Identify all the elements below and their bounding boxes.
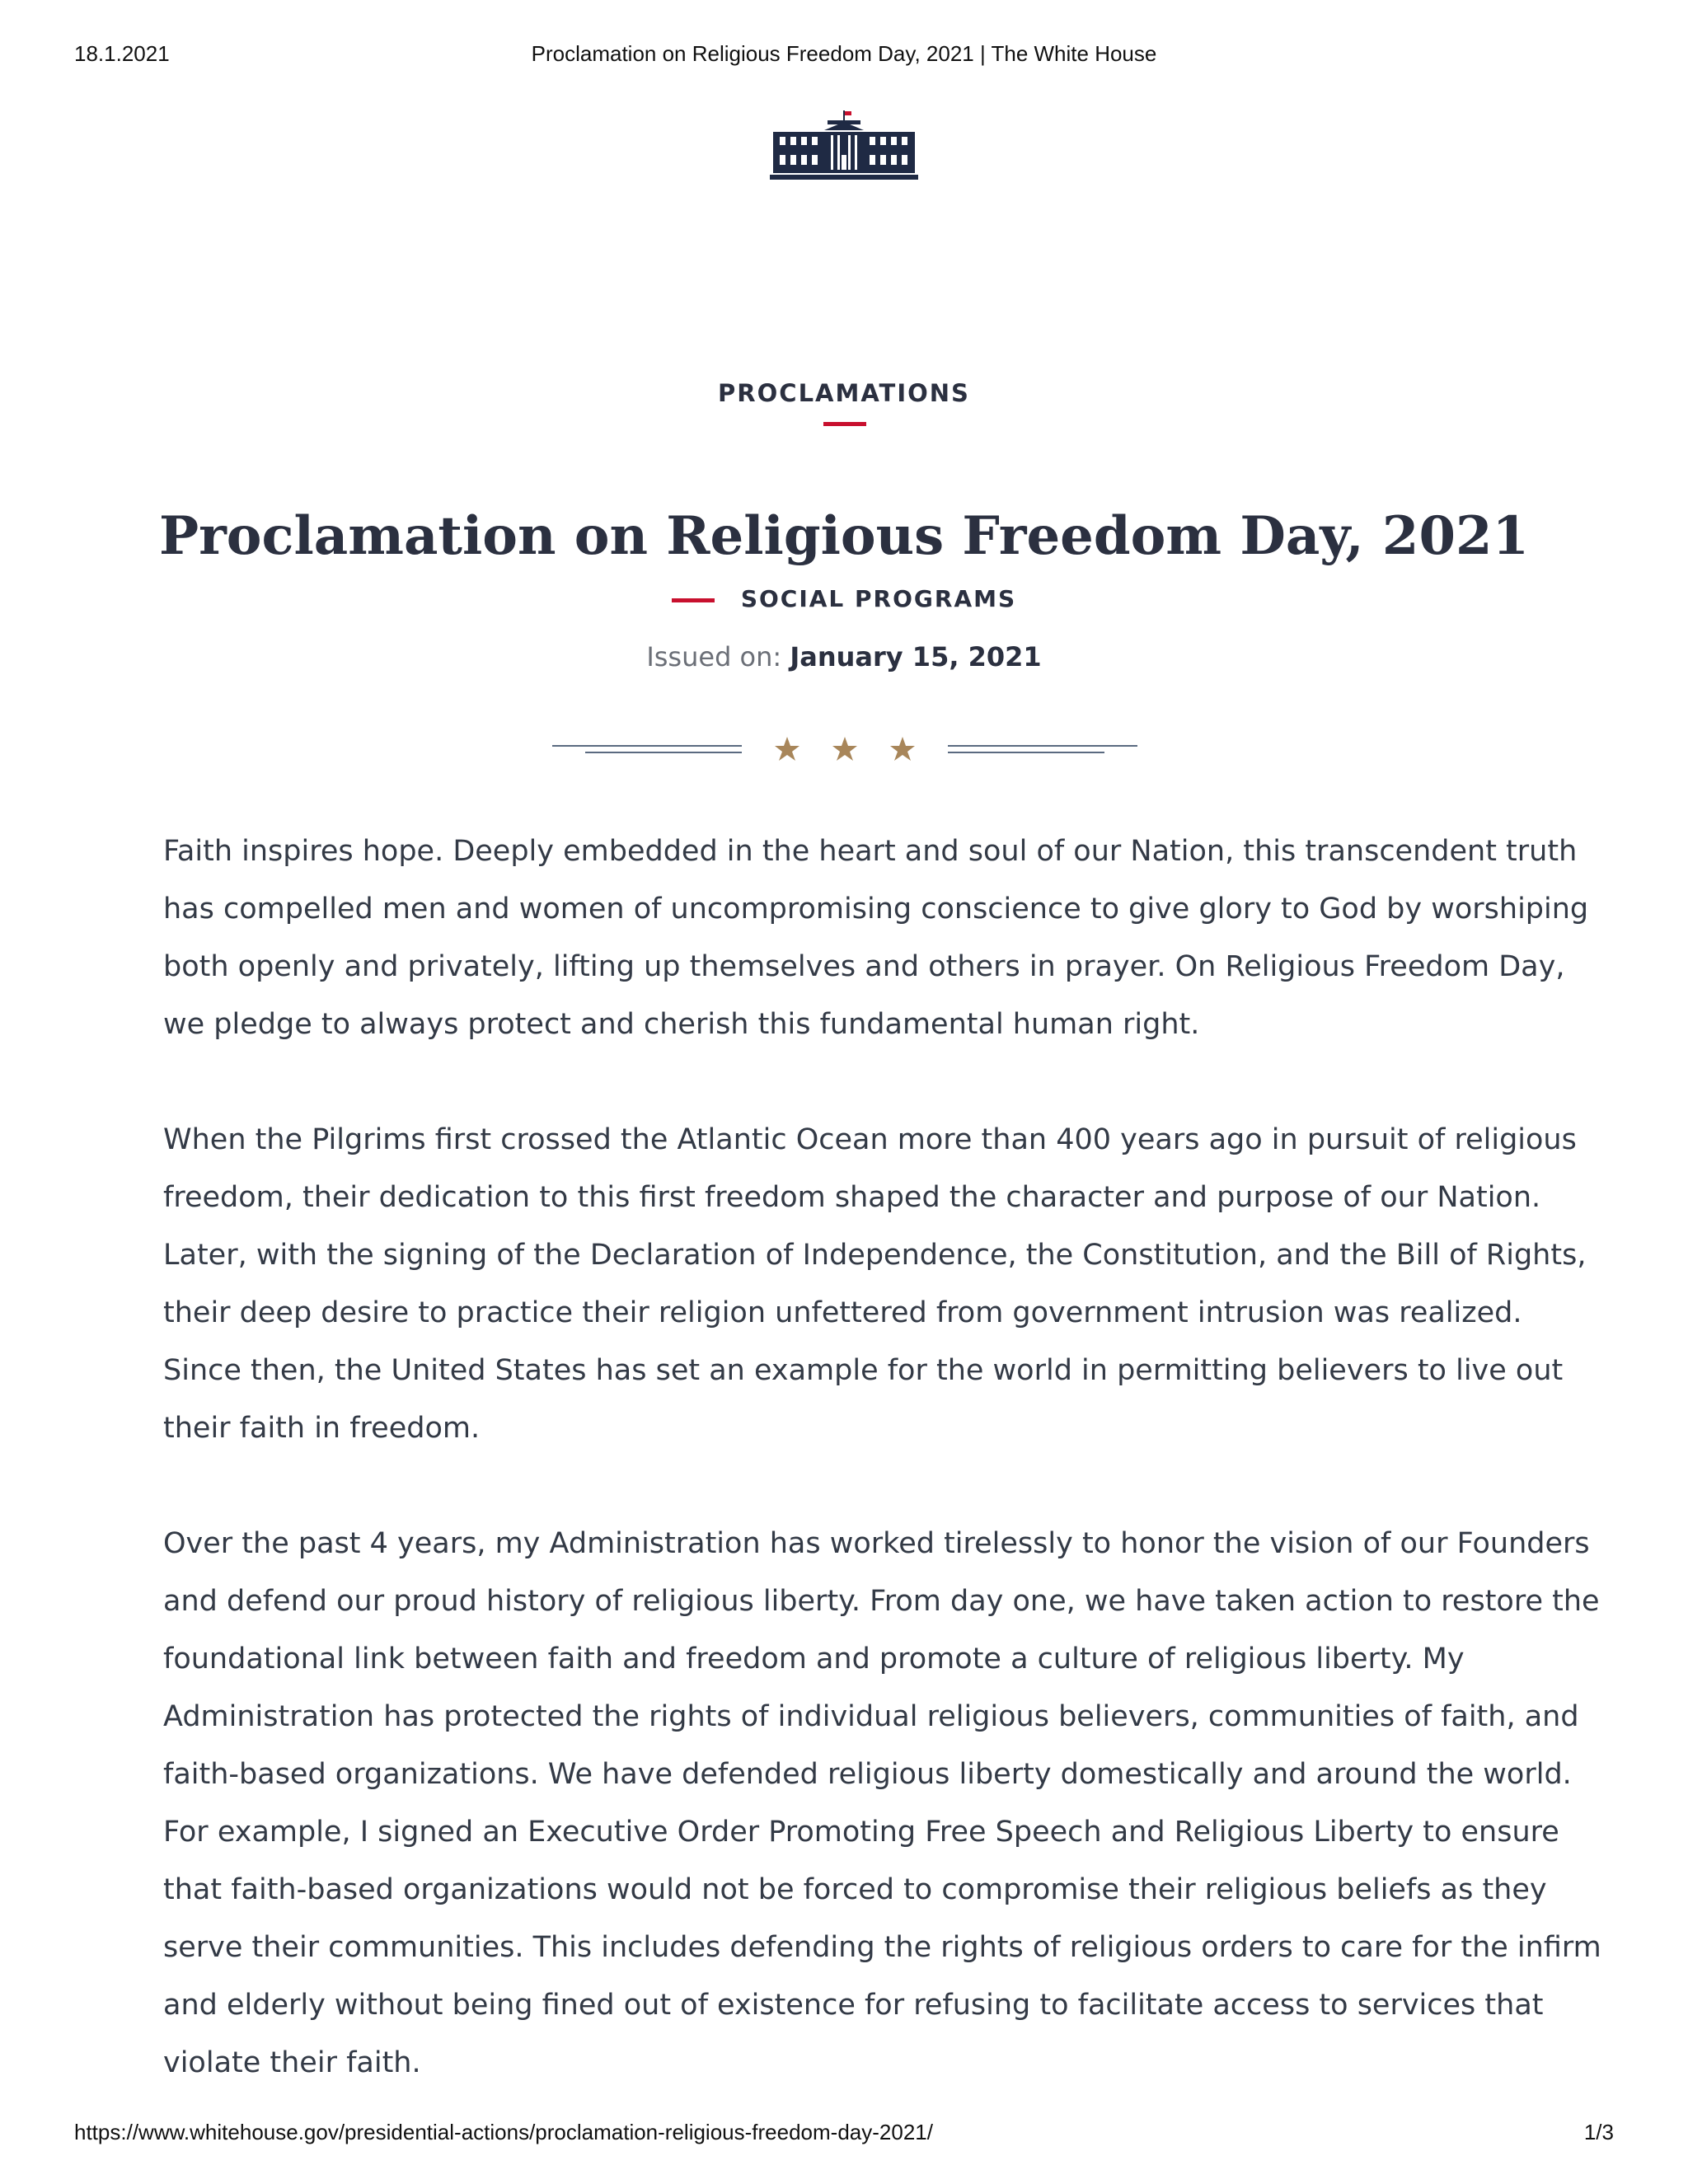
text-line: serve their communities. This includes defending the rights of religious orders to care for the infirm: [163, 1931, 1601, 1964]
text-line: we pledge to always protect and cherish this fundamental human right.: [163, 1008, 1200, 1041]
category-label[interactable]: PROCLAMATIONS: [718, 379, 970, 407]
text-line: faith-based organizations. We have defended religious liberty domestically and around the world.: [163, 1758, 1572, 1791]
category-accent-rule: [823, 422, 866, 426]
text-line: Later, with the signing of the Declaration of Independence, the Constitution, and the Bill of Rights,: [163, 1239, 1587, 1272]
paragraph: [163, 1111, 1587, 1457]
paragraph: [163, 1515, 1601, 2092]
topic-row: [0, 585, 1688, 612]
text-line: and elderly without being fined out of existence for refusing to facilitate access to services that: [163, 1989, 1544, 2022]
text-line: that faith-based organizations would not be forced to compromise their religious beliefs as they: [163, 1873, 1547, 1906]
text-line: For example, I signed an Executive Order Promoting Free Speech and Religious Liberty to ensure: [163, 1816, 1559, 1849]
text-line: Administration has protected the rights of individual religious believers, communities of faith, and: [163, 1700, 1579, 1733]
paragraph: [163, 823, 1589, 1053]
page-number: 1/3: [1583, 2120, 1614, 2144]
star-icon: [832, 737, 857, 761]
page-title: Proclamation on Religious Freedom Day, 2021: [158, 504, 1530, 567]
text-line: both openly and privately, lifting up themselves and others in prayer. On Religious Freedom Day,: [163, 950, 1565, 983]
text-line: violate their faith.: [163, 2046, 421, 2079]
issued-label: Issued on:: [646, 641, 782, 673]
print-page-title: Proclamation on Religious Freedom Day, 2021 | The White House: [531, 41, 1157, 66]
text-line: Since then, the United States has set an example for the world in permitting believers to live out: [163, 1354, 1564, 1387]
text-line: their faith in freedom.: [163, 1412, 481, 1445]
issued-line: [0, 641, 1688, 673]
star-icon: [775, 737, 799, 761]
text-line: foundational link between faith and freedom and promote a culture of religious liberty. My: [163, 1643, 1465, 1675]
topic-link[interactable]: SOCIAL PROGRAMS: [740, 585, 1017, 612]
text-line: Faith inspires hope. Deeply embedded in the heart and soul of our Nation, this transcendent truth: [163, 835, 1578, 868]
print-header: [74, 41, 1614, 69]
text-line: freedom, their dedication to this first freedom shaped the character and purpose of our Nation.: [163, 1181, 1541, 1214]
text-line: has compelled men and women of uncompromising conscience to give glory to God by worshiping: [163, 893, 1589, 926]
print-footer: [74, 2120, 1614, 2148]
white-house-icon[interactable]: [770, 109, 918, 183]
text-line: When the Pilgrims first crossed the Atlantic Ocean more than 400 years ago in pursuit of religious: [163, 1123, 1577, 1156]
text-line: and defend our proud history of religious liberty. From day one, we have taken action to restore the: [163, 1585, 1600, 1618]
star-icon: [890, 737, 915, 761]
three-stars-divider: [552, 725, 1137, 775]
topic-accent-rule: [672, 598, 715, 602]
print-date: 18.1.2021: [74, 41, 170, 66]
text-line: Over the past 4 years, my Administration has worked tirelessly to honor the vision of our Founders: [163, 1527, 1590, 1560]
text-line: their deep desire to practice their religion unfettered from government intrusion was realized.: [163, 1296, 1522, 1329]
issued-date: January 15, 2021: [790, 641, 1042, 673]
print-url: https://www.whitehouse.gov/presidential-actions/proclamation-religious-freedom-day-2021/: [74, 2120, 933, 2144]
